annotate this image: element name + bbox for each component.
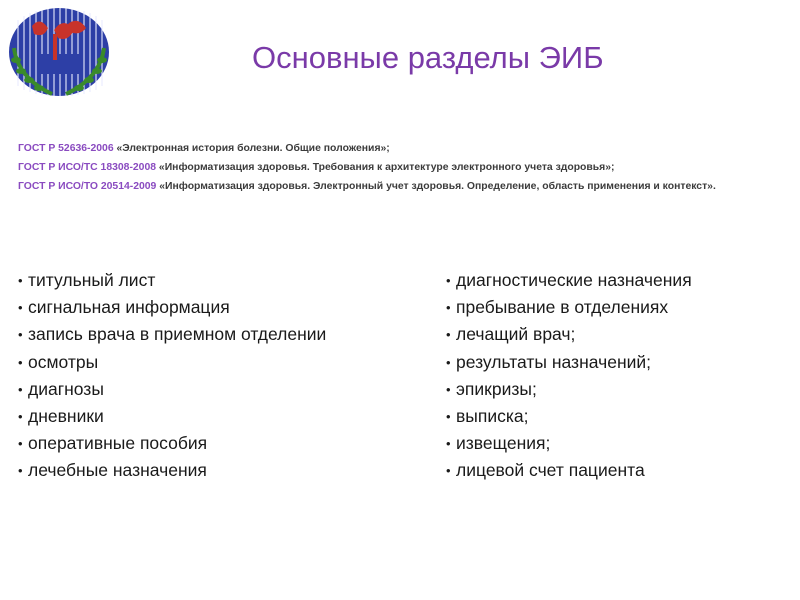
- list-item: • пребывание в отделениях: [446, 294, 796, 321]
- standard-code: ГОСТ Р ИСО/ТС 18308-2008: [18, 162, 157, 173]
- list-item: • диагнозы: [18, 376, 428, 403]
- list-item: • лицевой счет пациента: [446, 457, 796, 484]
- bullet-icon: •: [446, 436, 451, 452]
- standard-text: «Информатизация здоровья. Электронный учет здоровья. Определение, область применения и контекст».: [159, 181, 716, 192]
- university-emblem-icon: [4, 4, 114, 104]
- standard-item: [18, 139, 788, 158]
- bullet-icon: •: [18, 327, 23, 343]
- bullet-icon: •: [446, 273, 451, 288]
- list-item: • титульный лист: [18, 267, 428, 294]
- sections-list-left: [18, 267, 428, 485]
- standard-text: «Информатизация здоровья. Требования к архитектуре электронного учета здоровья»;: [158, 162, 615, 173]
- list-item: • эпикризы;: [446, 376, 796, 403]
- list-item: • запись врача в приемном отделении: [18, 321, 428, 348]
- standard-code: ГОСТ Р ИСО/ТО 20514-2009: [18, 181, 157, 192]
- bullet-icon: •: [18, 300, 23, 316]
- list-item: • результаты назначений;: [446, 349, 796, 376]
- list-item: • оперативные пособия: [18, 430, 428, 457]
- bullet-icon: •: [18, 381, 23, 397]
- bullet-icon: •: [446, 300, 451, 316]
- bullet-icon: •: [18, 436, 23, 452]
- bullet-icon: •: [446, 354, 451, 370]
- bullet-icon: •: [18, 354, 23, 370]
- list-item: • выписка;: [446, 403, 796, 430]
- standard-code: ГОСТ Р 52636-2006: [18, 143, 114, 154]
- bullet-icon: •: [446, 463, 451, 479]
- page-title: Основные разделы ЭИБ: [252, 40, 604, 75]
- list-item: • сигнальная информация: [18, 294, 428, 321]
- sections-list-right: [446, 267, 796, 485]
- list-item: • осмотры: [18, 349, 428, 376]
- standard-text: «Электронная история болезни. Общие положения»;: [116, 143, 390, 154]
- bullet-icon: •: [446, 327, 451, 343]
- list-item: • дневники: [18, 403, 428, 430]
- standard-item: [18, 177, 788, 196]
- standards-list: [18, 139, 788, 196]
- standard-item: [18, 158, 788, 177]
- bullet-icon: •: [18, 409, 23, 425]
- bullet-icon: •: [18, 463, 23, 479]
- list-item: • лечащий врач;: [446, 321, 796, 348]
- list-item: • извещения;: [446, 430, 796, 457]
- bullet-icon: •: [446, 409, 451, 425]
- bullet-icon: •: [446, 381, 451, 397]
- list-item: • диагностические назначения: [446, 267, 796, 294]
- list-item: • лечебные назначения: [18, 457, 428, 484]
- bullet-icon: •: [18, 273, 23, 288]
